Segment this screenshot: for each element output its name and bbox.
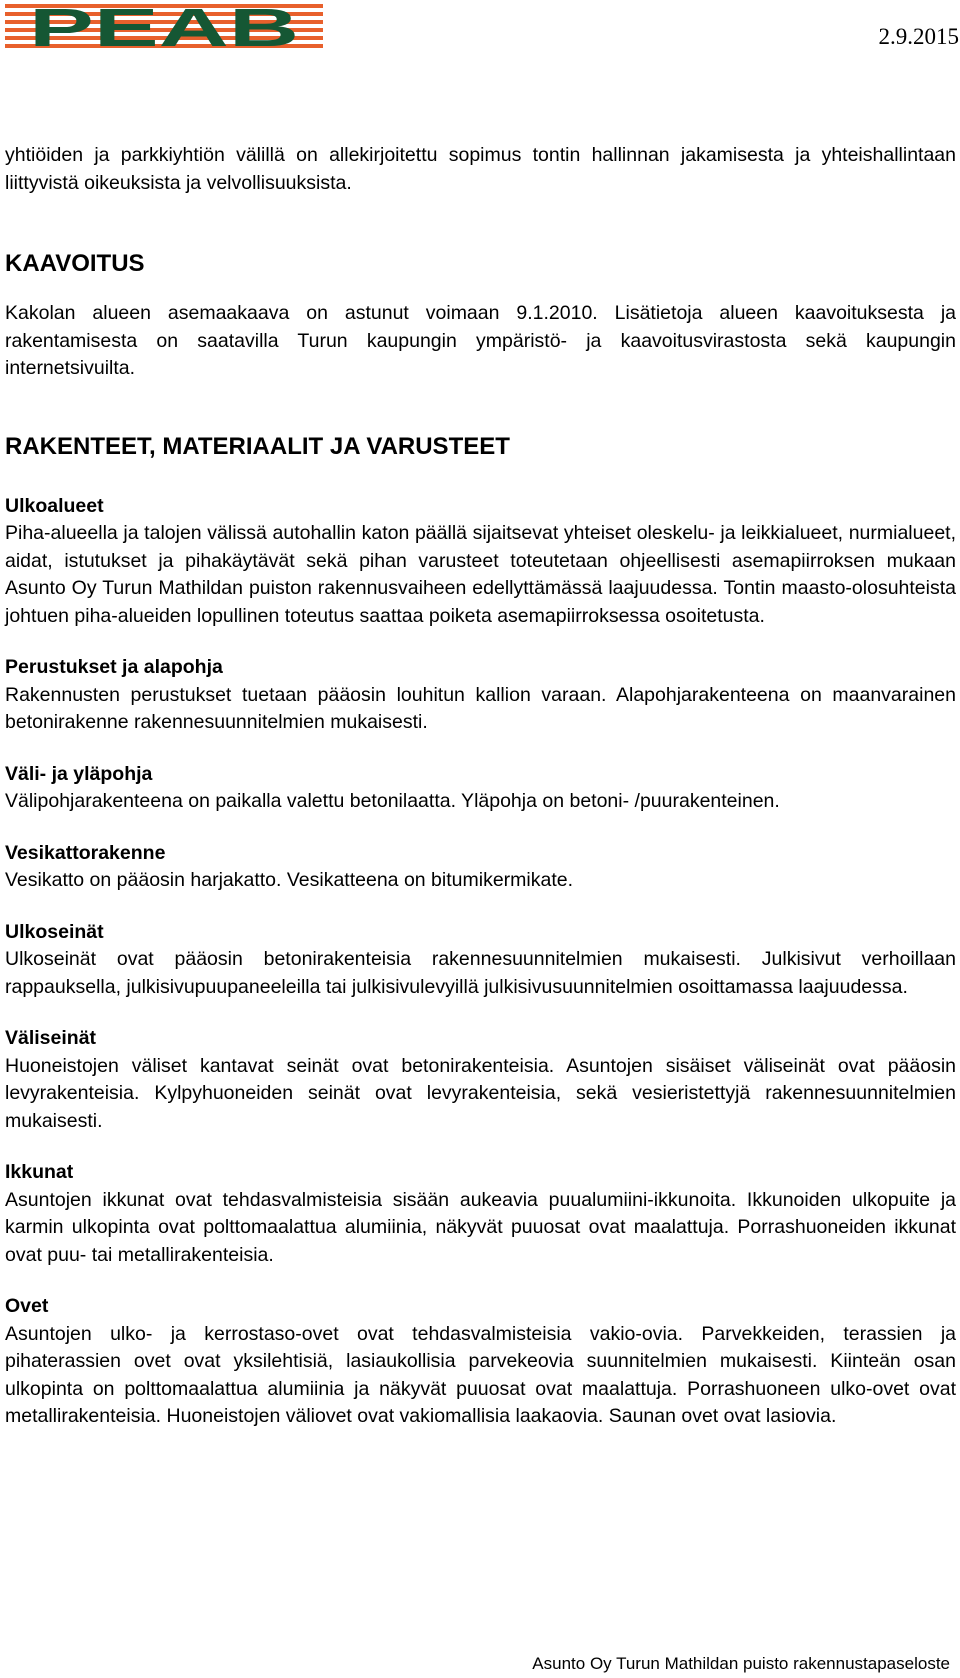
kaavoitus-paragraph: Kakolan alueen asemaakaava on astunut voimaan 9.1.2010. Lisätietoja alueen kaavoituksesta ja rakentamisesta on saatavilla Turun kaupungin ympäristö- ja kaavoitusvirastosta sekä kaupungin internetsivuilta. xyxy=(5,302,956,379)
section-title-ulkoalueet: Ulkoalueet xyxy=(5,494,104,517)
section-text-ikkunat: Asuntojen ikkunat ovat tehdasvalmisteisia sisään aukeavia puualumiini-ikkunoita. Ikkunoiden ulkopuite ja karmin ulkopinta ovat polttomaalattua alumiinia, näkyvät puuosat ovat maalattuja. Porrashuoneiden ikkunat ovat puu- tai metallirakenteisia. xyxy=(5,1188,956,1266)
section-title-perustukset: Perustukset ja alapohja xyxy=(5,656,223,678)
document-date: 2.9.2015 xyxy=(878,24,959,49)
section-title-valiseinat: Väliseinät xyxy=(5,1027,97,1049)
heading-kaavoitus: KAAVOITUS xyxy=(5,250,145,277)
section-text-vali-ja-ylapohja: Välipohjarakenteena on paikalla valettu betonilaatta. Yläpohja on betoni- /puurakenteinen. xyxy=(5,790,780,812)
page-footer: Asunto Oy Turun Mathildan puisto rakennustapaseloste xyxy=(532,1654,950,1673)
intro-paragraph: yhtiöiden ja parkkiyhtiön välillä on allekirjoitettu sopimus tontin hallinnan jakamisesta ja yhteishallintaan liittyvistä oikeuksista ja velvollisuuksista. xyxy=(5,144,956,194)
section-text-vesikattorakenne: Vesikatto on pääosin harjakatto. Vesikatteena on bitumikermikate. xyxy=(5,869,574,891)
peab-logo xyxy=(5,4,323,48)
section-title-ovet: Ovet xyxy=(5,1295,49,1317)
heading-rakenteet: RAKENTEET, MATERIAALIT JA VARUSTEET xyxy=(5,432,510,460)
document-body xyxy=(5,142,956,1431)
section-title-vesikattorakenne: Vesikattorakenne xyxy=(5,841,166,864)
section-title-ulkoseinat: Ulkoseinät xyxy=(5,920,104,943)
section-text-ulkoalueet: Piha-alueella ja talojen välissä autohallin katon päällä sijaitsevat yhteiset oleskelu- ja leikkialueet, nurmialueet, aidat, istutukset ja pihakäytävät sekä pihan varusteet toteutetaan ohjeellisesti asemapiirroksen mukaan Asunto Oy Turun Mathildan puiston rakennusvaiheen edellyttämässä laajuudessa. Tontin maasto-olosuhteista johtuen piha-alueiden lopullinen toteutus saattaa poiketa asemapiirroksessa osoitetusta. xyxy=(5,522,956,627)
section-text-perustukset: Rakennusten perustukset tuetaan pääosin louhitun kallion varaan. Alapohjarakenteena on maanvarainen betonirakenne rakennesuunnitelmien mukaisesti. xyxy=(5,683,956,733)
section-text-ulkoseinat: Ulkoseinät ovat pääosin betonirakenteisia rakennesuunnitelmien mukaisesti. Julkisivut verhoillaan rappauksella, julkisivupuupaneeleilla tai julkisivulevyillä julkisivusuunnitelmien osoittamassa laajuudessa. xyxy=(5,948,956,998)
section-title-vali-ja-ylapohja: Väli- ja yläpohja xyxy=(5,762,153,785)
section-title-ikkunat: Ikkunat xyxy=(5,1161,74,1183)
section-text-valiseinat: Huoneistojen väliset kantavat seinät ovat betonirakenteisia. Asuntojen sisäiset väliseinät ovat pääosin levyrakenteisia. Kylpyhuoneiden seinät ovat levyrakenteisia, sekä vesieristettyjä rakennesuunnitelmien mukaisesti. xyxy=(5,1054,956,1132)
logo-wordmark: PEAB xyxy=(29,4,299,48)
section-text-ovet: Asuntojen ulko- ja kerrostaso-ovet ovat tehdasvalmisteisia vakio-ovia. Parvekkeiden, terassien ja pihaterassien ovet ovat yksilehtisiä, lasiaukollisia parvekeovia suunnitelmien mukaisesti. Kiinteän osan ulkopinta on polttomaalattua alumiinia ja näkyvät puuosat ovat maalattuja. Porrashuoneen ulko-ovet ovat metallirakenteisia. Huoneistojen väliovet ovat vakiomallisia laakaovia. Saunan ovet ovat lasiovia. xyxy=(5,1322,956,1427)
